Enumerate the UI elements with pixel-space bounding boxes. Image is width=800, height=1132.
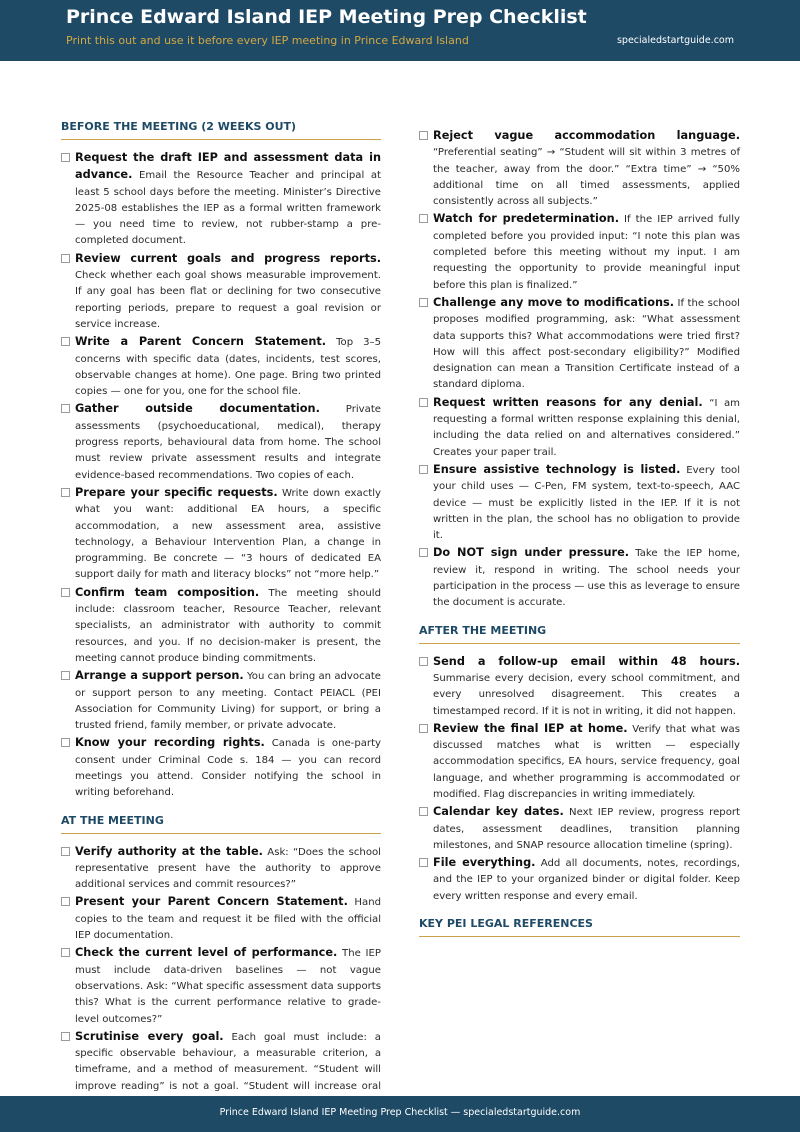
checkbox-icon[interactable]: [61, 948, 70, 957]
checklist-item: [419, 654, 740, 720]
checklist-item-text: If the school proposes modified programming, ask: “What assessment data supports this? What accommodations were tried first? How will this affect post-secondary eligibility?” Modified designation can mean a Transition Certificate instead of a standard diploma.: [433, 297, 740, 391]
section-title-at: AT THE MEETING: [61, 814, 381, 834]
checklist-item-text: Every tool your child uses — C-Pen, FM system, text-to-speech, AAC device — must be explicitly listed in the IEP. If it is not written in the plan, the school has no obligation to provide it.: [433, 464, 740, 542]
checkbox-icon[interactable]: [419, 398, 428, 407]
checklist-item: [61, 251, 381, 333]
section-title-refs: KEY PEI LEGAL REFERENCES: [419, 917, 740, 937]
checklist-item: [419, 462, 740, 544]
checkbox-icon[interactable]: [61, 337, 70, 346]
checklist-item: [61, 150, 381, 250]
checkbox-icon[interactable]: [61, 588, 70, 597]
checkbox-icon[interactable]: [419, 724, 428, 733]
checklist-item: [419, 804, 740, 854]
checklist-item-title: Verify authority at the table.: [75, 844, 263, 858]
footer-text: Prince Edward Island IEP Meeting Prep Checklist — specialedstartguide.com: [219, 1107, 581, 1118]
checklist-item-text: “I am requesting a formal written response explaining this denial, including the data relied on and alternatives considered.” Creates your paper trail.: [433, 397, 740, 458]
checklist-at-left: [61, 844, 381, 1128]
checklist-item-text: Top 3–5 concerns with specific data (dates, incidents, test scores, observable changes at home). One page. Bring two printed copies — one for you, one for the school file.: [75, 337, 382, 398]
checklist-item-text: Email the Resource Teacher and principal at least 5 school days before the meeting. Minister’s Directive 2025-08 establishes the IEP as a formal written framework — you need time to review, not rubber-stamp a pre-completed document.: [75, 170, 381, 247]
checklist-item-title: Review current goals and progress reports.: [75, 251, 381, 265]
checklist-item-text: Verify that what was discussed matches what is written — especially accommodation specifics, EA hours, service frequency, goal language, and whether programming is accommodated or modified. Flag discrepancies in writing immediately.: [433, 723, 740, 800]
checklist-item-title: Calendar key dates.: [433, 805, 564, 819]
checklist-item-title: Gather outside documentation.: [75, 402, 320, 416]
checklist-item: [419, 211, 740, 293]
checklist-item: [61, 945, 381, 1027]
checklist-item-title: Send a follow-up email within 48 hours.: [433, 654, 740, 668]
checklist-item: [419, 855, 740, 905]
checklist-item-text: Each goal must include: a specific observable behaviour, a measurable criterion, a timeframe, and a method of measurement. “Student will improve reading” is not a goal. “Student will increase oral: [75, 1031, 381, 1092]
checklist-after: [419, 654, 740, 905]
checklist-item: [61, 585, 381, 667]
checklist-item-title: Request the draft IEP and assessment data in advance.: [75, 151, 381, 182]
checklist-item: [419, 545, 740, 611]
checkbox-icon[interactable]: [419, 298, 428, 307]
checklist-item: [419, 128, 740, 210]
checklist-item-text: Hand copies to the team and request it be filed with the official IEP documentation.: [75, 897, 381, 942]
page-header: [0, 0, 800, 61]
checklist-item-text: You can bring an advocate or support person to any meeting. Contact PEIACL (PEI Association for Community Living) for support, or bring a trusted friend, family member, or private advocate.: [75, 671, 381, 732]
checklist-item: [61, 894, 381, 944]
checklist-item-title: Watch for predetermination.: [433, 212, 619, 226]
checklist-item: [419, 395, 740, 461]
checklist-item-text: Add all documents, notes, recordings, and the IEP to your organized binder or digital folder. Keep every written response and every email.: [433, 858, 740, 902]
legal-references-list: [419, 947, 740, 957]
checklist-item-text: The IEP must include data-driven baselines — not vague observations. Ask: “What specific assessment data supports this? What is the current performance relative to grade-level outcomes?”: [75, 948, 381, 1025]
checkbox-icon[interactable]: [419, 657, 428, 666]
checklist-item-text: Next IEP review, progress report dates, assessment deadlines, transition planning milestones, and SNAP resource allocation timeline (spring).: [433, 807, 740, 851]
checklist-before: [61, 150, 381, 802]
checklist-item-text: Check whether each goal shows measurable improvement. If any goal has been flat or declining for two consecutive reporting periods, prepare to request a goal revision or service increase.: [75, 270, 381, 330]
checklist-item-title: Arrange a support person.: [75, 669, 244, 683]
checkbox-icon[interactable]: [419, 465, 428, 474]
checklist-item-title: Do NOT sign under pressure.: [433, 546, 630, 560]
checklist-item-text: If the IEP arrived fully completed before you provided input: “I note this plan was completed before this meeting without my input. I am requesting the opportunity to provide meaningful input before this plan is finalized.”: [433, 214, 741, 291]
checkbox-icon[interactable]: [61, 738, 70, 747]
right-column: [419, 128, 740, 957]
checklist-item-title: Request written reasons for any denial.: [433, 395, 703, 409]
checkbox-icon[interactable]: [61, 153, 70, 162]
checkbox-icon[interactable]: [61, 404, 70, 413]
checklist-item: [419, 295, 740, 394]
checkbox-icon[interactable]: [61, 254, 70, 263]
checklist-item-text: Write down exactly what you want: additional EA hours, a specific accommodation, a new assessment area, assistive technology, a Behaviour Intervention Plan, a change in programming. Be concrete — “3 hours of dedicated EA support daily for math and literacy blocks” not “more help.”: [75, 487, 381, 581]
left-column: [61, 120, 381, 1129]
checklist-item-title: Reject vague accommodation language.: [433, 129, 740, 142]
checklist-item: [61, 334, 381, 400]
checklist-at-right: [419, 128, 740, 612]
section-title-after: AFTER THE MEETING: [419, 624, 740, 644]
checkbox-icon[interactable]: [61, 1032, 70, 1041]
checklist-item-title: Prepare your specific requests.: [75, 485, 278, 499]
checklist-item-title: Review the final IEP at home.: [433, 721, 628, 735]
checklist-item: [419, 721, 740, 803]
checkbox-icon[interactable]: [61, 671, 70, 680]
page-subtitle: Print this out and use it before every IEP meeting in Prince Edward Island: [66, 34, 469, 47]
checkbox-icon[interactable]: [419, 548, 428, 557]
checklist-item-text: Take the IEP home, review it, respond in writing. The school needs your participation in the process — use this as leverage to ensure the document is accurate.: [433, 548, 740, 609]
checklist-item-text: “Preferential seating” → “Student will sit within 3 metres of the teacher, away from the door.” “Extra time” → “50% additional time on all timed assessments, applied consistently across all subjects.”: [433, 147, 740, 208]
checkbox-icon[interactable]: [61, 847, 70, 856]
checklist-item-text: Canada is one-party consent under Criminal Code s. 184 — you can record meetings you attend. Consider notifying the school in writing beforehand.: [75, 738, 382, 799]
checklist-item-text: Summarise every decision, every school commitment, and every unresolved disagreement. This creates a timestamped record. If it is not in writing, it did not happen.: [433, 672, 740, 717]
section-title-before: BEFORE THE MEETING (2 WEEKS OUT): [61, 120, 381, 140]
checklist-item-text: Ask: “Does the school representative present have the authority to approve additional services and commit resources?”: [75, 846, 381, 891]
checklist-item: [61, 735, 381, 801]
site-url[interactable]: specialedstartguide.com: [616, 35, 734, 46]
checkbox-icon[interactable]: [419, 807, 428, 816]
checkbox-icon[interactable]: [419, 858, 428, 867]
checklist-item-title: Know your recording rights.: [75, 736, 265, 750]
checkbox-icon[interactable]: [419, 131, 428, 140]
checklist-item-text: Private assessments (psychoeducational, medical), therapy progress reports, behavioural data from home. The school must review private assessment results and integrate evidence-based recommendations. Two copies of each.: [75, 404, 381, 481]
checklist-item-title: Present your Parent Concern Statement.: [75, 895, 348, 909]
checklist-item-text: The meeting should include: classroom teacher, Resource Teacher, relevant specialists, an administrator with authority to commit resources, and you. If no decision-maker is present, the meeting cannot produce binding commitments.: [75, 587, 381, 664]
checklist-item-title: Write a Parent Concern Statement.: [75, 335, 327, 349]
checklist-item-title: Check the current level of performance.: [75, 946, 338, 960]
checklist-item-title: File everything.: [433, 856, 536, 870]
checklist-item-title: Ensure assistive technology is listed.: [433, 462, 681, 476]
checkbox-icon[interactable]: [61, 897, 70, 906]
checklist-item: [61, 668, 381, 734]
checkbox-icon[interactable]: [61, 488, 70, 497]
page-footer: [0, 1096, 800, 1132]
page-title: Prince Edward Island IEP Meeting Prep Checklist: [66, 6, 587, 28]
checklist-item: [61, 485, 381, 584]
checklist-item: [61, 844, 381, 894]
checklist-item-title: Confirm team composition.: [75, 585, 260, 599]
checkbox-icon[interactable]: [419, 214, 428, 223]
checklist-item-title: Scrutinise every goal.: [75, 1029, 224, 1043]
checklist-item: [61, 401, 381, 483]
checklist-item-title: Challenge any move to modifications.: [433, 295, 675, 309]
